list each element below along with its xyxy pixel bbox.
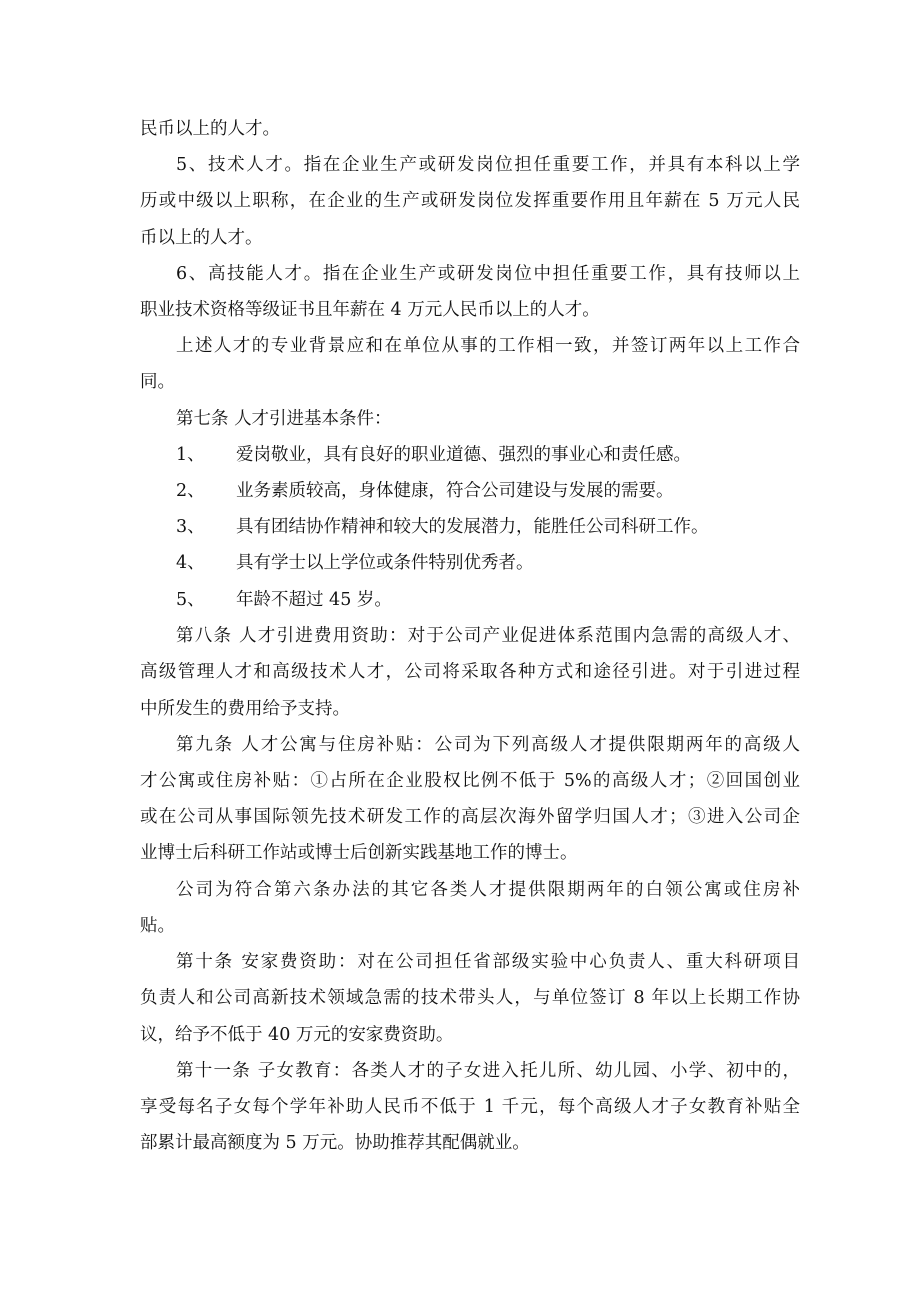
text-line: 公司为符合第六条办法的其它各类人才提供限期两年的白领公寓或住房补 xyxy=(176,880,800,900)
text-line: 享受每名子女每个学年补助人民币不低于 1 千元，每个高级人才子女教育补贴全 xyxy=(140,1097,800,1117)
text-line: 第十条 安家费资助：对在公司担任省部级实验中心负责人、重大科研项目 xyxy=(176,952,800,972)
condition-number: 5、 xyxy=(176,590,205,610)
condition-item xyxy=(176,551,534,575)
text-line: 6、高技能人才。指在企业生产或研发岗位中担任重要工作，具有技师以上 xyxy=(176,264,800,284)
text-line: 业博士后科研工作站或博士后创新实践基地工作的博士。 xyxy=(140,843,578,863)
condition-item xyxy=(176,588,392,612)
condition-item xyxy=(176,515,709,539)
text-line: 第十一条 子女教育：各类人才的子女进入托儿所、幼儿园、小学、初中的， xyxy=(176,1061,800,1081)
text-line: 贴。 xyxy=(140,916,175,936)
condition-number: 1、 xyxy=(176,445,205,465)
condition-text: 具有学士以上学位或条件特别优秀者。 xyxy=(236,553,534,573)
text-line: 同。 xyxy=(140,372,175,392)
text-line: 高级管理人才和高级技术人才，公司将采取各种方式和途径引进。对于引进过程 xyxy=(140,662,800,682)
text-line: 民币以上的人才。 xyxy=(140,119,280,139)
text-line: 第九条 人才公寓与住房补贴：公司为下列高级人才提供限期两年的高级人 xyxy=(176,735,800,755)
text-line: 5、技术人才。指在企业生产或研发岗位担任重要工作，并具有本科以上学 xyxy=(176,155,800,175)
text-line: 中所发生的费用给予支持。 xyxy=(140,699,350,719)
condition-text: 爱岗敬业，具有良好的职业道德、强烈的事业心和责任感。 xyxy=(236,445,691,465)
text-line: 议，给予不低于 40 万元的安家费资助。 xyxy=(140,1025,454,1045)
condition-text: 具有团结协作精神和较大的发展潜力，能胜任公司科研工作。 xyxy=(236,517,709,537)
section-heading: 第七条 人才引进基本条件： xyxy=(176,409,392,429)
text-line: 职业技术资格等级证书且年薪在 4 万元人民币以上的人才。 xyxy=(140,300,600,320)
text-line: 币以上的人才。 xyxy=(140,228,263,248)
text-line: 才公寓或住房补贴：①占所在企业股权比例不低于 5%的高级人才；②回国创业 xyxy=(140,771,800,791)
text-line: 负责人和公司高新技术领域急需的技术带头人，与单位签订 8 年以上长期工作协 xyxy=(140,988,800,1008)
condition-text: 年龄不超过 45 岁。 xyxy=(236,590,392,610)
text-line: 部累计最高额度为 5 万元。协助推荐其配偶就业。 xyxy=(140,1133,530,1153)
condition-text: 业务素质较高，身体健康，符合公司建设与发展的需要。 xyxy=(236,481,674,501)
text-line: 或在公司从事国际领先技术研发工作的高层次海外留学归国人才；③进入公司企 xyxy=(140,807,800,827)
condition-item xyxy=(176,443,691,467)
condition-number: 4、 xyxy=(176,553,205,573)
text-line: 历或中级以上职称，在企业的生产或研发岗位发挥重要作用且年薪在 5 万元人民 xyxy=(140,191,800,211)
condition-number: 2、 xyxy=(176,481,205,501)
text-line: 第八条 人才引进费用资助：对于公司产业促进体系范围内急需的高级人才、 xyxy=(176,626,800,646)
condition-number: 3、 xyxy=(176,517,205,537)
condition-item xyxy=(176,479,674,503)
text-line: 上述人才的专业背景应和在单位从事的工作相一致，并签订两年以上工作合 xyxy=(176,336,800,356)
